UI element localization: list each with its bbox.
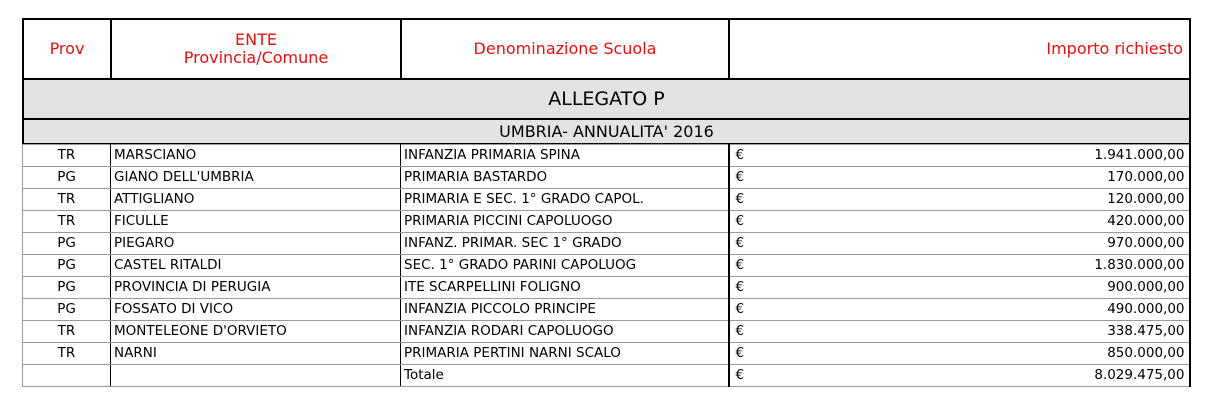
header-prov: Prov <box>23 19 111 79</box>
importo-value: 1.941.000,00 <box>1094 147 1185 163</box>
allegato-row <box>23 79 1190 119</box>
cell-prov: TR <box>23 189 111 211</box>
table-row <box>23 167 1190 189</box>
cell-ente: NARNI <box>111 343 401 365</box>
cell-importo <box>729 189 1190 211</box>
cell-ente: PROVINCIA DI PERUGIA <box>111 277 401 299</box>
importo-value: 170.000,00 <box>1107 169 1185 185</box>
table-row <box>23 277 1190 299</box>
cell-ente: PIEGARO <box>111 233 401 255</box>
euro-symbol: € <box>735 191 745 207</box>
importo-value: 900.000,00 <box>1107 279 1185 295</box>
table-row <box>23 211 1190 233</box>
cell-ente: FICULLE <box>111 211 401 233</box>
allegato-table-sheet <box>22 18 1189 387</box>
cell-scuola: PRIMARIA BASTARDO <box>401 167 729 189</box>
cell-importo <box>729 321 1190 343</box>
importo-value: 120.000,00 <box>1107 191 1185 207</box>
cell-scuola: INFANZIA PRIMARIA SPINA <box>401 145 729 167</box>
table-row <box>23 343 1190 365</box>
cell-scuola: PRIMARIA E SEC. 1° GRADO CAPOL. <box>401 189 729 211</box>
cell-prov: PG <box>23 299 111 321</box>
cell-ente: CASTEL RITALDI <box>111 255 401 277</box>
cell-importo <box>729 211 1190 233</box>
header-importo: Importo richiesto <box>729 19 1190 79</box>
cell-prov: PG <box>23 277 111 299</box>
header-ente <box>111 19 401 79</box>
cell-scuola: SEC. 1° GRADO PARINI CAPOLUOG <box>401 255 729 277</box>
euro-symbol: € <box>735 367 745 383</box>
euro-symbol: € <box>735 235 745 251</box>
section-title: UMBRIA- ANNUALITA' 2016 <box>23 119 1190 144</box>
cell-scuola: ITE SCARPELLINI FOLIGNO <box>401 277 729 299</box>
cell-prov: TR <box>23 321 111 343</box>
table-row <box>23 233 1190 255</box>
cell-scuola: INFANZIA RODARI CAPOLUOGO <box>401 321 729 343</box>
total-importo <box>729 365 1190 387</box>
cell-ente: MONTELEONE D'ORVIETO <box>111 321 401 343</box>
total-empty-ente <box>111 365 401 387</box>
header-ente-line2: Provincia/Comune <box>183 48 329 67</box>
total-value: 8.029.475,00 <box>1094 367 1185 383</box>
cell-ente: FOSSATO DI VICO <box>111 299 401 321</box>
allegato-title: ALLEGATO P <box>23 79 1190 119</box>
euro-symbol: € <box>735 279 745 295</box>
total-empty-prov <box>23 365 111 387</box>
cell-scuola: PRIMARIA PICCINI CAPOLUOGO <box>401 211 729 233</box>
importo-value: 1.830.000,00 <box>1094 257 1185 273</box>
cell-prov: TR <box>23 211 111 233</box>
euro-symbol: € <box>735 345 745 361</box>
cell-importo <box>729 343 1190 365</box>
cell-scuola: INFANZIA PICCOLO PRINCIPE <box>401 299 729 321</box>
cell-ente: MARSCIANO <box>111 145 401 167</box>
euro-symbol: € <box>735 147 745 163</box>
euro-symbol: € <box>735 213 745 229</box>
cell-prov: PG <box>23 255 111 277</box>
importo-value: 420.000,00 <box>1107 213 1185 229</box>
importo-value: 850.000,00 <box>1107 345 1185 361</box>
cell-scuola: PRIMARIA PERTINI NARNI SCALO <box>401 343 729 365</box>
table-row <box>23 145 1190 167</box>
cell-scuola: INFANZ. PRIMAR. SEC 1° GRADO <box>401 233 729 255</box>
euro-symbol: € <box>735 301 745 317</box>
cell-importo <box>729 255 1190 277</box>
total-label: Totale <box>401 365 729 387</box>
cell-prov: PG <box>23 167 111 189</box>
table-row <box>23 299 1190 321</box>
table-row <box>23 255 1190 277</box>
cell-ente: GIANO DELL'UMBRIA <box>111 167 401 189</box>
euro-symbol: € <box>735 169 745 185</box>
cell-importo <box>729 233 1190 255</box>
importo-value: 490.000,00 <box>1107 301 1185 317</box>
cell-importo <box>729 277 1190 299</box>
importo-value: 970.000,00 <box>1107 235 1185 251</box>
header-scuola: Denominazione Scuola <box>401 19 729 79</box>
section-row <box>23 119 1190 144</box>
euro-symbol: € <box>735 323 745 339</box>
header-ente-line1: ENTE <box>235 30 277 49</box>
funding-table <box>22 18 1191 144</box>
table-row <box>23 189 1190 211</box>
cell-importo <box>729 145 1190 167</box>
header-row <box>23 19 1190 79</box>
euro-symbol: € <box>735 257 745 273</box>
cell-prov: TR <box>23 343 111 365</box>
cell-prov: TR <box>23 145 111 167</box>
importo-value: 338.475,00 <box>1107 323 1185 339</box>
cell-prov: PG <box>23 233 111 255</box>
total-row <box>23 365 1190 387</box>
cell-ente: ATTIGLIANO <box>111 189 401 211</box>
table-row <box>23 321 1190 343</box>
funding-rows <box>22 144 1191 387</box>
cell-importo <box>729 167 1190 189</box>
cell-importo <box>729 299 1190 321</box>
